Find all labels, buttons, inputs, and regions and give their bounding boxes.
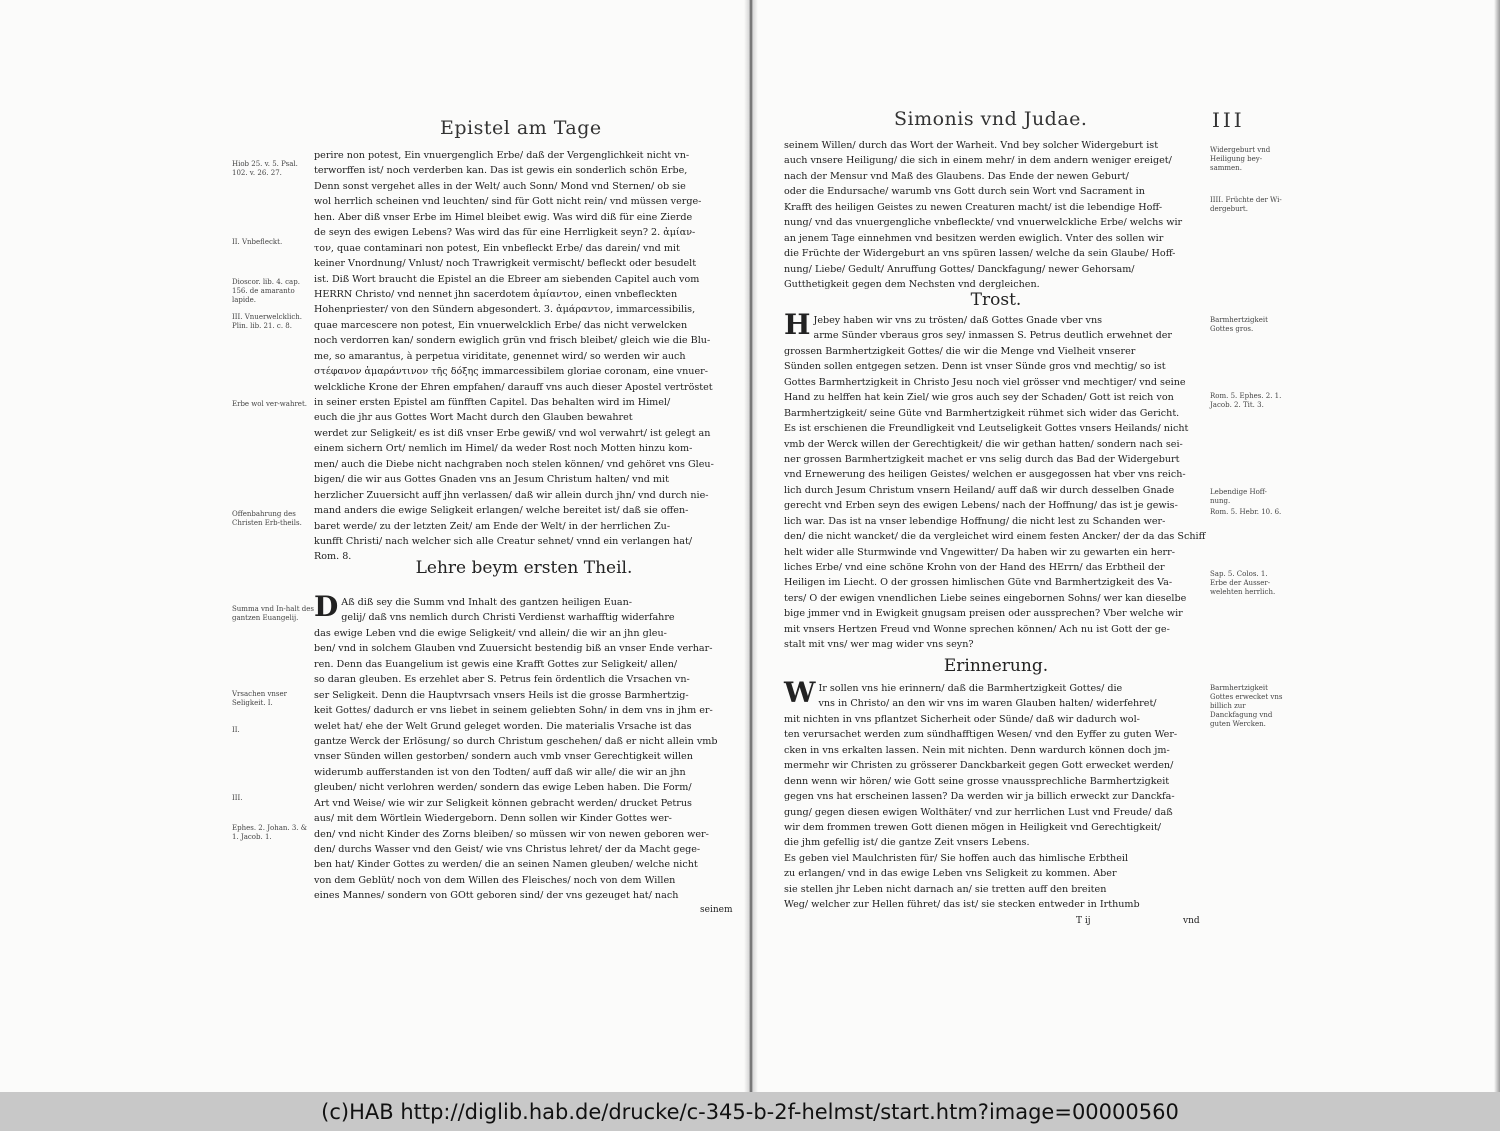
text-line: kunfft Christi/ nach welcher sich alle Creatur sehnet/ vnnd ein verlangen hat/ [314, 535, 693, 547]
margin-note: II. Vnbefleckt. [232, 238, 283, 246]
margin-note: Barmhertzigkeit Gottes erwecket vns billich zur Danckfagung vnd guten Wercken. [1210, 684, 1283, 728]
text-line: mermehr wir Christen zu grösserer Danckbarkeit gegen Gott erwecket werden/ [784, 760, 1174, 772]
text-line: ser Seligkeit. Denn die Hauptvrsach vnsers Heils ist die grosse Barmhertzig- [314, 689, 689, 701]
margin-note: Offenbahrung des Christen Erb-theils. [232, 510, 302, 527]
text-line: Heiligen im Liecht. O der grossen himlischen Güte vnd Barmhertzigkeit des Va- [784, 577, 1173, 589]
text-line: denn wenn wir hören/ wie Gott seine grosse vnaussprechliche Barmhertzigkeit [784, 775, 1170, 787]
text-line: grossen Barmhertzigkeit Gottes/ die wir die Menge vnd Vielheit vnserer [784, 345, 1136, 357]
margin-note: II. [232, 726, 240, 734]
text-line: ters/ O der ewigen vnendlichen Liebe seines eingebornen Sohns/ wer kan dieselbe [784, 592, 1187, 604]
text-line: lich war. Das ist na vnser lebendige Hoffnung/ die nicht lest zu Schanden wer- [784, 515, 1166, 527]
text-line: gleuben/ nicht verlohren werden/ sondern das ewige Leben haben. Die Form/ [314, 782, 692, 794]
text-line: nung/ Liebe/ Gedult/ Anruffung Gottes/ Danckfagung/ newer Gehorsam/ [784, 263, 1135, 275]
text-line: aus/ mit dem Wörtlein Wiedergeborn. Denn sollen wir Kinder Gottes wer- [314, 813, 672, 825]
text-line: Art vnd Weise/ wie wir zur Seligkeit können gebracht werden/ drucket Petrus [314, 797, 692, 809]
text-line: wir dem frommen trewen Gott dienen mögen in Heiligkeit vnd Gerechtigkeit/ [784, 821, 1162, 833]
text-line: den/ vnd nicht Kinder des Zorns bleiben/ so müssen wir von newen geboren wer- [314, 828, 709, 840]
right-body-trost [784, 308, 1208, 653]
running-title: Epistel am Tage [440, 117, 602, 139]
text-line: arme Sünder vberaus gros sey/ inmassen S. Petrus deutlich erwehnet der [813, 330, 1172, 342]
text-line: sie stellen jhr Leben nicht darnach an/ sie tretten auff den breiten [784, 883, 1107, 895]
text-line: de seyn des ewigen Lebens? Was wird das für eine Herrligkeit seyn? 2. ἀμίαν- [314, 227, 696, 239]
text-line: me, so amarantus, à perpetua viriditate, genennet wird/ so werden wir auch [314, 350, 686, 362]
text-line: gerecht vnd Erben seyn des ewigen Lebens/ nach der Hoffnung/ das ist je gewis- [784, 500, 1178, 512]
margin-note: Barmhertzigkeit Gottes gros. [1210, 316, 1268, 333]
margin-note: III. Vnuerwelcklich. Plin. lib. 21. c. 8. [232, 313, 302, 330]
text-line: nach der Mensur vnd Maß des Glaubens. Das Ende der newen Geburt/ [784, 170, 1129, 182]
text-line: wol herrlich scheinen vnd leuchten/ sind für Gott nicht rein/ vnd müssen verge- [314, 196, 702, 208]
drop-capital: H [784, 308, 811, 341]
text-line: einem sichern Ort/ nemlich im Himel/ da weder Rost noch Motten hinzu kom- [314, 443, 693, 455]
text-line: vnser Sünden willen gestorben/ sondern auch vmb vnser Gerechtigkeit willen [314, 751, 693, 763]
text-line: nung/ vnd das vnuergengliche vnbefleckte/ vnd vnuerwelckliche Erbe/ welchs wir [784, 217, 1183, 229]
text-line: werdet zur Seligkeit/ es ist diß vnser Erbe gewiß/ vnd wol verwahrt/ ist gelegt an [314, 427, 711, 439]
margin-note: Lebendige Hoff-nung. [1210, 488, 1267, 505]
running-title: Simonis vnd Judae. [894, 108, 1088, 130]
text-line: gantze Werck der Erlösung/ so durch Christum geschehen/ daß er nicht allein vmb [314, 735, 718, 747]
text-line: terworffen ist/ noch verderben kan. Das ist gewis ein sonderlich schön Erbe, [314, 165, 688, 177]
left-page [0, 0, 744, 1092]
margin-note: III. [232, 794, 243, 802]
text-line: stalt mit vns/ wer mag wider vns seyn? [784, 639, 974, 651]
margin-note: Hiob 25. v. 5. Psal. 102. v. 26. 27. [232, 160, 298, 177]
text-line: die Früchte der Widergeburt an vns spüren lassen/ welche da sein Glaube/ Hoff- [784, 248, 1176, 260]
text-line: ben/ vnd in solchem Glauben vnd Zuuersicht bestendig biß an vnser Ende verhar- [314, 643, 713, 655]
right-page [758, 0, 1500, 1092]
text-line: welet hat/ ehe der Welt Grund geleget worden. Die materialis Vrsache ist das [314, 720, 692, 732]
text-line: Denn sonst vergehet alles in der Welt/ auch Sonn/ Mond vnd Sternen/ ob sie [314, 180, 686, 192]
text-line: so daran gleuben. Es erzehlet aber S. Petrus fein ördentlich die Vrsachen vn- [314, 674, 690, 686]
text-line: bigen/ die wir aus Gottes Gnaden vns an Jesum Christum halten/ vnd mit [314, 474, 669, 486]
text-line: Aß diß sey die Summ vnd Inhalt des gantzen heiligen Euan- [341, 597, 633, 608]
page-number: III [1212, 108, 1245, 132]
section-heading-erinnerung: Erinnerung. [943, 656, 1049, 676]
text-line: hen. Aber diß vnser Erbe im Himel bleibet ewig. Was wird diß für eine Zierde [314, 211, 693, 223]
text-line: herzlicher Zuuersicht auff jhn verlassen/ daß wir allein durch jhn/ vnd durch nie- [314, 489, 709, 501]
text-line: gelij/ daß vns nemlich durch Christi Verdienst warhafftig widerfahre [341, 612, 675, 624]
text-line: mand anders die ewige Seligkeit erlangen/ welche bereitet ist/ daß sie offen- [314, 505, 689, 517]
text-line: Jebey haben wir vns zu trösten/ daß Gottes Gnade vber vns [813, 315, 1103, 326]
text-line: cken in vns erkalten lassen. Nein mit nichten. Denn wardurch können doch jm- [784, 744, 1170, 756]
gutter [744, 0, 758, 1092]
text-line: Krafft des heiligen Geistes zu newen Creaturen macht/ ist die lebendige Hoff- [784, 201, 1163, 213]
drop-capital: D [314, 590, 339, 623]
text-line: gegen vns hat erscheinen lassen? Da werden wir ja billich erweckt zur Danckfa- [784, 791, 1175, 803]
text-line: ist. Diß Wort braucht die Epistel an die Ebreer am siebenden Capitel auch vom [314, 273, 700, 285]
text-line: auch vnsere Heiligung/ die sich in einem mehr/ in dem andern weniger ereiget/ [784, 155, 1172, 167]
text-line: mit vnsers Hertzen Freud vnd Wonne sprechen können/ Ach nu ist Gott der ge- [784, 623, 1170, 635]
catchword: vnd [1183, 916, 1200, 926]
text-line: seinem Willen/ durch das Wort der Warheit. Vnd bey solcher Widergeburt ist [784, 140, 1159, 151]
margin-note: Rom. 5. Hebr. 10. 6. [1210, 508, 1282, 516]
text-line: vmb der Werck willen der Gerechtigkeit/ die wir gethan hatten/ sondern nach sei- [784, 438, 1183, 450]
text-line: liches Erbe/ vnd eine schöne Krohn von der Hand des HErrn/ das Erbtheil der [784, 562, 1165, 573]
left-body-bottom [314, 590, 734, 904]
right-body-top [784, 138, 1208, 292]
signature-mark: T ij [1076, 916, 1091, 926]
text-line: baret werde/ zu der letzten Zeit/ am Ende der Welt/ in der herrlichen Zu- [314, 520, 671, 532]
text-line: HERRN Christo/ vnd nennet jhn sacerdotem ἀμίαντον, einen vnbefleckten [314, 288, 678, 300]
text-line: quae marcescere non potest, Ein vnuerwelcklich Erbe/ das nicht verwelcken [314, 319, 688, 331]
text-line: Weg/ welcher zur Hellen führet/ das ist/ sie stecken entweder in Irthumb [784, 899, 1140, 911]
text-line: perire non potest, Ein vnuergenglich Erbe/ daß der Vergenglichkeit nicht vn- [314, 150, 690, 161]
text-line: welckliche Krone der Ehren empfahen/ darauff vns auch dieser Apostel vertröstet [314, 381, 713, 393]
text-line: lich durch Jesum Christum vnsern Heiland/ auff daß wir durch desselben Gnade [784, 484, 1175, 496]
text-line: die jhm gefellig ist/ die gantze Zeit vnsers Lebens. [784, 837, 1030, 849]
text-line: Barmhertzigkeit/ seine Güte vnd Barmhertzigkeit rühmet sich wider das Gericht. [784, 407, 1180, 419]
text-line: Gutthetigkeit gegen dem Nechsten vnd dergleichen. [784, 278, 1040, 290]
text-line: men/ auch die Diebe nicht nachgraben noch stelen können/ vnd gehöret vns Gleu- [314, 458, 714, 470]
text-line: den/ die nicht wancket/ die da vergleichet wird einem festen Ancker/ der da das Schiff [784, 531, 1206, 543]
text-line: den/ durchs Wasser vnd den Geist/ wie vns Christus lehret/ der da Macht gege- [314, 844, 701, 855]
text-line: Sünden sollen entgegen setzen. Denn ist vnser Sünde gros vnd mechtig/ so ist [784, 361, 1166, 373]
text-line: ren. Denn das Euangelium ist gewis eine Krafft Gottes zur Seligkeit/ allen/ [314, 658, 678, 670]
text-line: Rom. 8. [314, 551, 352, 563]
text-line: an jenem Tage einnehmen vnd besitzen werden ewiglich. Vnter des sollen wir [784, 232, 1164, 244]
text-line: helt wider alle Sturmwinde vnd Vngewitter/ Da haben wir zu gewarten ein herr- [784, 546, 1175, 558]
text-line: vnd Ernewerung des heiligen Geistes/ welchen er ausgegossen hat vber vns reich- [784, 469, 1186, 481]
text-line: τον, quae contaminari non potest, Ein vnbefleckt Erbe/ das darein/ vnd mit [314, 242, 680, 254]
drop-capital: W [784, 676, 816, 709]
margin-note: Sap. 5. Colos. 1. Erbe der Ausser-welehten herrlich. [1210, 570, 1276, 596]
text-line: gung/ gegen diesen ewigen Wolthäter/ vnd zur herrlichen Lust vnd Freude/ daß [784, 806, 1173, 818]
text-line: ben hat/ Kinder Gottes zu werden/ die an seinen Namen gleuben/ welche nicht [314, 859, 698, 871]
section-heading-trost: Trost. [970, 290, 1022, 310]
catchword: seinem [700, 905, 733, 915]
page-edge [1494, 0, 1500, 1092]
text-line: bige jmmer vnd in Ewigkeit gnugsam preisen oder aussprechen? Vber welche wir [784, 608, 1183, 620]
text-line: vns in Christo/ an den wir vns im waren Glauben halten/ widerfehret/ [818, 698, 1157, 710]
text-line: Es ist erschienen die Freundligkeit vnd Leutseligkeit Gottes vnsers Heilands/ nicht [784, 423, 1189, 435]
margin-note: Rom. 5. Ephes. 2. 1. Jacob. 2. Tit. 3. [1210, 392, 1282, 409]
text-line: von dem Geblüt/ noch von dem Willen des Fleisches/ noch von dem Willen [314, 874, 676, 886]
text-line: in seiner ersten Epistel am fünfften Capitel. Das behalten wird im Himel/ [314, 397, 671, 408]
margin-note: Summa vnd In-halt des gantzen Euangelij. [232, 605, 314, 622]
text-line: ner grossen Barmhertzigkeit machet er vns selig durch das Bad der Widergeburt [784, 453, 1180, 465]
text-line: Es geben viel Maulchristen für/ Sie hoffen auch das himlische Erbtheil [784, 852, 1129, 864]
text-line: Hohenpriester/ von den Sündern abgesondert. 3. ἀμάραντον, immarcessibilis, [314, 304, 696, 316]
margin-note: Widergeburt vnd Heiligung bey-sammen. [1210, 146, 1271, 172]
text-line: oder die Endursache/ warumb vns Gott durch sein Wort vnd Sacrament in [784, 186, 1145, 198]
margin-note: Dioscor. lib. 4. cap. 156. de amaranto lapide. [232, 278, 300, 304]
text-line: στέφανον ἀμαράντινον τῆς δόξης immarcessibilem gloriae coronam, eine vnuer- [314, 366, 708, 378]
text-line: zu erlangen/ vnd in das ewige Leben vns Seligkeit zu kommen. Aber [784, 868, 1117, 880]
text-line: keit Gottes/ dadurch er vns liebet in seinem geliebten Sohn/ in dem vns in jhm er- [314, 705, 713, 717]
copyright-footer: (c)HAB http://diglib.hab.de/drucke/c-345-b-2f-helmst/start.htm?image=00000560 [321, 1100, 1179, 1124]
text-line: noch verdorren kan/ sondern ewiglich grün vnd frisch bleibet/ gleich wie die Blu- [314, 335, 711, 347]
text-line: Ir sollen vns hie erinnern/ daß die Barmhertzigkeit Gottes/ die [818, 683, 1123, 694]
text-line: ten verursachet werden zum sündhafftigen Wesen/ vnd den Eyffer zu guten Wer- [784, 729, 1178, 741]
text-line: das ewige Leben vnd die ewige Seligkeit/ vnd allein/ die wir an jhn gleu- [314, 627, 667, 639]
margin-note: Vrsachen vnser Seligkeit. I. [232, 690, 288, 707]
text-line: eines Mannes/ sondern von GOtt geboren sind/ der vns gezeuget hat/ nach [314, 890, 679, 902]
margin-note: IIII. Früchte der Wi-dergeburt. [1210, 196, 1282, 213]
text-line: euch die jhr aus Gottes Wort Macht durch den Glauben bewahret [314, 412, 633, 424]
left-body-top [314, 148, 734, 565]
margin-note: Erbe wol ver-wahret. [232, 400, 307, 408]
text-line: mit nichten in vns pflantzet Sicherheit oder Sünde/ daß wir dadurch wol- [784, 713, 1140, 725]
text-line: widerumb aufferstanden ist von den Todten/ auff daß wir alle/ die wir an jhn [314, 766, 686, 778]
text-line: Hand zu helffen hat kein Ziel/ wie gros auch sey der Schaden/ Gott ist reich von [784, 392, 1174, 404]
section-heading: Lehre beym ersten Theil. [415, 558, 633, 578]
text-line: keiner Vnordnung/ Vnlust/ noch Trawrigkeit vermischt/ befleckt oder besudelt [314, 258, 697, 270]
text-line: Gottes Barmhertzigkeit in Christo Jesu noch viel grösser vnd mechtiger/ vnd seine [784, 376, 1186, 388]
right-body-erinnerung [784, 676, 1208, 913]
margin-note: Ephes. 2. Johan. 3. & 1. Jacob. 1. [232, 824, 307, 841]
